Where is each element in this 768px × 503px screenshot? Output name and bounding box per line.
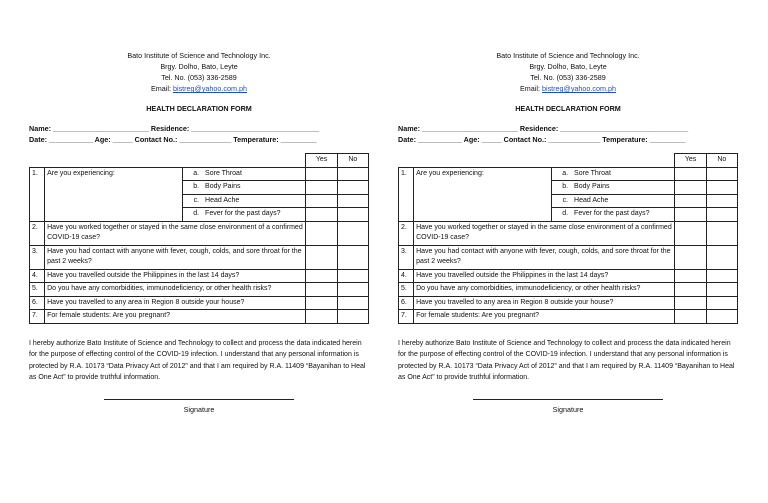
yes-cell[interactable] — [675, 283, 706, 297]
question-number: 4. — [399, 269, 414, 283]
yes-cell[interactable] — [675, 296, 706, 310]
table-row — [30, 283, 369, 297]
email-label: Email: — [520, 84, 542, 93]
question-text: Have you travelled to any area in Region 8 outside your house? — [45, 296, 306, 310]
no-cell[interactable] — [337, 181, 368, 195]
no-cell[interactable] — [337, 208, 368, 222]
question-text: Have you travelled to any area in Region 8 outside your house? — [414, 296, 675, 310]
institution-address: Brgy. Dolho, Bato, Leyte — [160, 62, 238, 71]
table-row — [30, 245, 369, 269]
health-declaration-form-right — [398, 50, 738, 415]
institution-name: Bato Institute of Science and Technology Inc. — [496, 51, 640, 60]
no-cell[interactable] — [337, 296, 368, 310]
question-text: Have you travelled outside the Philippines in the last 14 days? — [414, 269, 675, 283]
yes-cell[interactable] — [306, 269, 337, 283]
table-header-row — [30, 154, 369, 168]
no-cell[interactable] — [706, 181, 737, 195]
yes-cell[interactable] — [306, 310, 337, 324]
signature-line[interactable] — [473, 399, 663, 401]
table-row — [399, 296, 738, 310]
sub-question: c. Head Ache — [183, 194, 306, 208]
table-row — [30, 269, 369, 283]
question-number: 5. — [30, 283, 45, 297]
question-text: Do you have any comorbidities, immunodeficiency, or other health risks? — [414, 283, 675, 297]
no-cell[interactable] — [706, 208, 737, 222]
no-cell[interactable] — [706, 310, 737, 324]
table-row — [30, 310, 369, 324]
table-row — [399, 269, 738, 283]
question-number: 5. — [399, 283, 414, 297]
question-text: Have you travelled outside the Philippines in the last 14 days? — [45, 269, 306, 283]
table-row — [399, 167, 738, 181]
question-number: 3. — [30, 245, 45, 269]
date-age-contact-line[interactable]: Date: ___________ Age: _____ Contact No.: _____________ Temperature: _________ — [29, 135, 317, 145]
table-row — [399, 283, 738, 297]
institution-address: Brgy. Dolho, Bato, Leyte — [529, 62, 607, 71]
email-link[interactable]: bistreg@yahoo.com.ph — [172, 84, 247, 93]
table-row — [399, 245, 738, 269]
health-declaration-form-left — [29, 50, 369, 415]
personal-info-fields — [398, 123, 738, 145]
yes-column-header: Yes — [306, 154, 337, 168]
yes-cell[interactable] — [675, 167, 706, 181]
sub-question: d. Fever for the past days? — [183, 208, 306, 222]
question-number: 6. — [399, 296, 414, 310]
no-cell[interactable] — [337, 167, 368, 181]
question-text: Have you had contact with anyone with fever, cough, colds, and sore throat for the past 2 weeks? — [414, 245, 675, 269]
yes-cell[interactable] — [306, 167, 337, 181]
question-text: Have you worked together or stayed in the same close environment of a confirmed COVID-19 case? — [414, 221, 675, 245]
question-text: For female students: Are you pregnant? — [414, 310, 675, 324]
form-header — [29, 50, 369, 94]
no-cell[interactable] — [337, 283, 368, 297]
yes-cell[interactable] — [306, 245, 337, 269]
question-number: 3. — [399, 245, 414, 269]
form-title: HEALTH DECLARATION FORM — [515, 104, 621, 113]
telephone: Tel. No. (053) 336-2589 — [530, 73, 606, 82]
yes-cell[interactable] — [675, 269, 706, 283]
question-text: Do you have any comorbidities, immunodeficiency, or other health risks? — [45, 283, 306, 297]
form-title: HEALTH DECLARATION FORM — [146, 104, 252, 113]
question-number: 1. — [30, 167, 45, 221]
yes-cell[interactable] — [675, 208, 706, 222]
yes-cell[interactable] — [306, 194, 337, 208]
no-cell[interactable] — [706, 296, 737, 310]
no-cell[interactable] — [337, 221, 368, 245]
questionnaire-table — [29, 153, 369, 324]
yes-cell[interactable] — [306, 296, 337, 310]
table-row — [30, 296, 369, 310]
yes-cell[interactable] — [306, 221, 337, 245]
yes-cell[interactable] — [675, 181, 706, 195]
no-cell[interactable] — [337, 245, 368, 269]
question-number: 7. — [399, 310, 414, 324]
sub-question: d. Fever for the past days? — [552, 208, 675, 222]
signature-label: Signature — [183, 405, 215, 415]
table-row — [30, 167, 369, 181]
yes-cell[interactable] — [306, 208, 337, 222]
no-cell[interactable] — [706, 221, 737, 245]
table-header-row — [399, 154, 738, 168]
telephone: Tel. No. (053) 336-2589 — [161, 73, 237, 82]
institution-name: Bato Institute of Science and Technology Inc. — [127, 51, 271, 60]
no-cell[interactable] — [706, 245, 737, 269]
consent-paragraph: I hereby authorize Bato Institute of Science and Technology to collect and process the data indicated herein for the purpose of effecting control of the COVID-19 infection. I understand that any personal information is protected by R.A. 10173 “Data Privacy Act of 2012” and that I am required by R.A. 11409 “Bayanihan to Heal as One Act” to provide truthful information. — [29, 339, 366, 382]
question-text: Are you experiencing: — [414, 167, 552, 221]
yes-cell[interactable] — [675, 310, 706, 324]
sub-question: c. Head Ache — [552, 194, 675, 208]
question-number: 4. — [30, 269, 45, 283]
name-residence-line[interactable]: Name: ________________________ Residence: ________________________________ — [398, 124, 689, 134]
yes-column-header: Yes — [675, 154, 706, 168]
no-cell[interactable] — [706, 269, 737, 283]
yes-cell[interactable] — [306, 283, 337, 297]
question-text: Have you had contact with anyone with fever, cough, colds, and sore throat for the past 2 weeks? — [45, 245, 306, 269]
question-number: 7. — [30, 310, 45, 324]
question-number: 2. — [30, 221, 45, 245]
no-cell[interactable] — [337, 269, 368, 283]
yes-cell[interactable] — [675, 245, 706, 269]
email-label: Email: — [151, 84, 173, 93]
email-line — [398, 83, 738, 94]
question-text: For female students: Are you pregnant? — [45, 310, 306, 324]
no-cell[interactable] — [337, 194, 368, 208]
no-cell[interactable] — [706, 167, 737, 181]
table-row — [30, 221, 369, 245]
sub-question: a. Sore Throat — [552, 167, 675, 181]
yes-cell[interactable] — [675, 194, 706, 208]
yes-cell[interactable] — [675, 221, 706, 245]
sub-question: b. Body Pains — [552, 181, 675, 195]
signature-line[interactable] — [104, 399, 294, 401]
email-link[interactable]: bistreg@yahoo.com.ph — [541, 84, 616, 93]
consent-paragraph: I hereby authorize Bato Institute of Science and Technology to collect and process the data indicated herein for the purpose of effecting control of the COVID-19 infection. I understand that any personal information is protected by R.A. 10173 “Data Privacy Act of 2012” and that I am required by R.A. 11409 “Bayanihan to Heal as One Act” to provide truthful information. — [398, 339, 735, 382]
yes-cell[interactable] — [306, 181, 337, 195]
personal-info-fields — [29, 123, 369, 145]
no-cell[interactable] — [706, 194, 737, 208]
no-cell[interactable] — [337, 310, 368, 324]
name-residence-line[interactable]: Name: ________________________ Residence: ________________________________ — [29, 124, 320, 134]
no-column-header: No — [706, 154, 737, 168]
email-line — [29, 83, 369, 94]
table-row — [399, 310, 738, 324]
sub-question: a. Sore Throat — [183, 167, 306, 181]
question-number: 1. — [399, 167, 414, 221]
question-number: 6. — [30, 296, 45, 310]
table-row — [399, 221, 738, 245]
date-age-contact-line[interactable]: Date: ___________ Age: _____ Contact No.: _____________ Temperature: _________ — [398, 135, 686, 145]
form-header — [398, 50, 738, 94]
questionnaire-table — [398, 153, 738, 324]
signature-label: Signature — [552, 405, 584, 415]
question-number: 2. — [399, 221, 414, 245]
no-column-header: No — [337, 154, 368, 168]
question-text: Are you experiencing: — [45, 167, 183, 221]
no-cell[interactable] — [706, 283, 737, 297]
question-text: Have you worked together or stayed in the same close environment of a confirmed COVID-19 case? — [45, 221, 306, 245]
sub-question: b. Body Pains — [183, 181, 306, 195]
